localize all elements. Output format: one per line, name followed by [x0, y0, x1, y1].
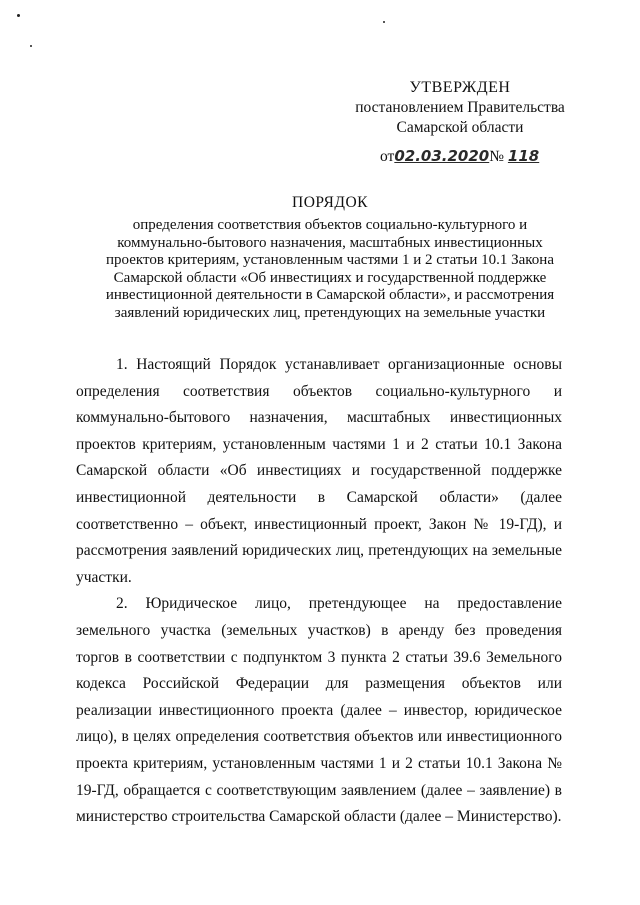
document-title: ПОРЯДОК: [292, 194, 368, 211]
date-prefix: от: [380, 148, 395, 165]
approval-authority: постановлением Правительства: [355, 99, 565, 116]
handwritten-number: 118: [507, 147, 540, 165]
scan-speck: [383, 21, 385, 23]
number-sign: №: [489, 148, 505, 165]
paragraph-1: 1. Настоящий Порядок устанавливает организационные основы определения соответствия объектов социально-культурного и коммунально-бытового назначения, масштабных инвестиционных проектов критериям, установленным частями 1 и 2 статьи 10.1 Закона Самарской области «Об инвестициях и государственной поддержке инвестиционной деятельности в Самарской области» (далее соответственно – объект, инвестиционный проект, Закон № 19-ГД), и рассмотрения заявлений юридических лиц, претендующих на земельные участки.: [76, 356, 562, 586]
resolution-date-number: [380, 147, 539, 166]
document-body: [76, 352, 562, 831]
scan-speck: [30, 45, 32, 47]
approval-stamp: [340, 78, 580, 138]
paragraph-2: 2. Юридическое лицо, претендующее на предоставление земельного участка (земельных участков) в аренду без проведения торгов в соответствии с подпунктом 3 пункта 2 статьи 39.6 Земельного кодекса Российской Федерации для размещения объектов или реализации инвестиционного проекта (далее – инвестор, юридическое лицо), в целях определения соответствия объектов или инвестиционного проекта критериям, установленным частями 1 и 2 статьи 10.1 Закона № 19-ГД, обращается с соответствующим заявлением (далее – заявление) в министерство строительства Самарской области (далее – Министерство).: [76, 595, 562, 826]
scan-speck: [17, 14, 20, 17]
approval-heading: УТВЕРЖДЕН: [409, 79, 511, 96]
handwritten-date: 02.03.2020: [394, 147, 490, 165]
approval-region: Самарской области: [396, 119, 524, 136]
document-subtitle: определения соответствия объектов социально-культурного и коммунально-бытового назначения, масштабных инвестиционных проектов критериям, установленным частями 1 и 2 статьи 10.1 Закона Самарской области «Об инвестициях и государственной поддержке инвестиционной деятельности в Самарской области», и рассмотрения заявлений юридических лиц, претендующих на земельные участки: [105, 217, 555, 321]
